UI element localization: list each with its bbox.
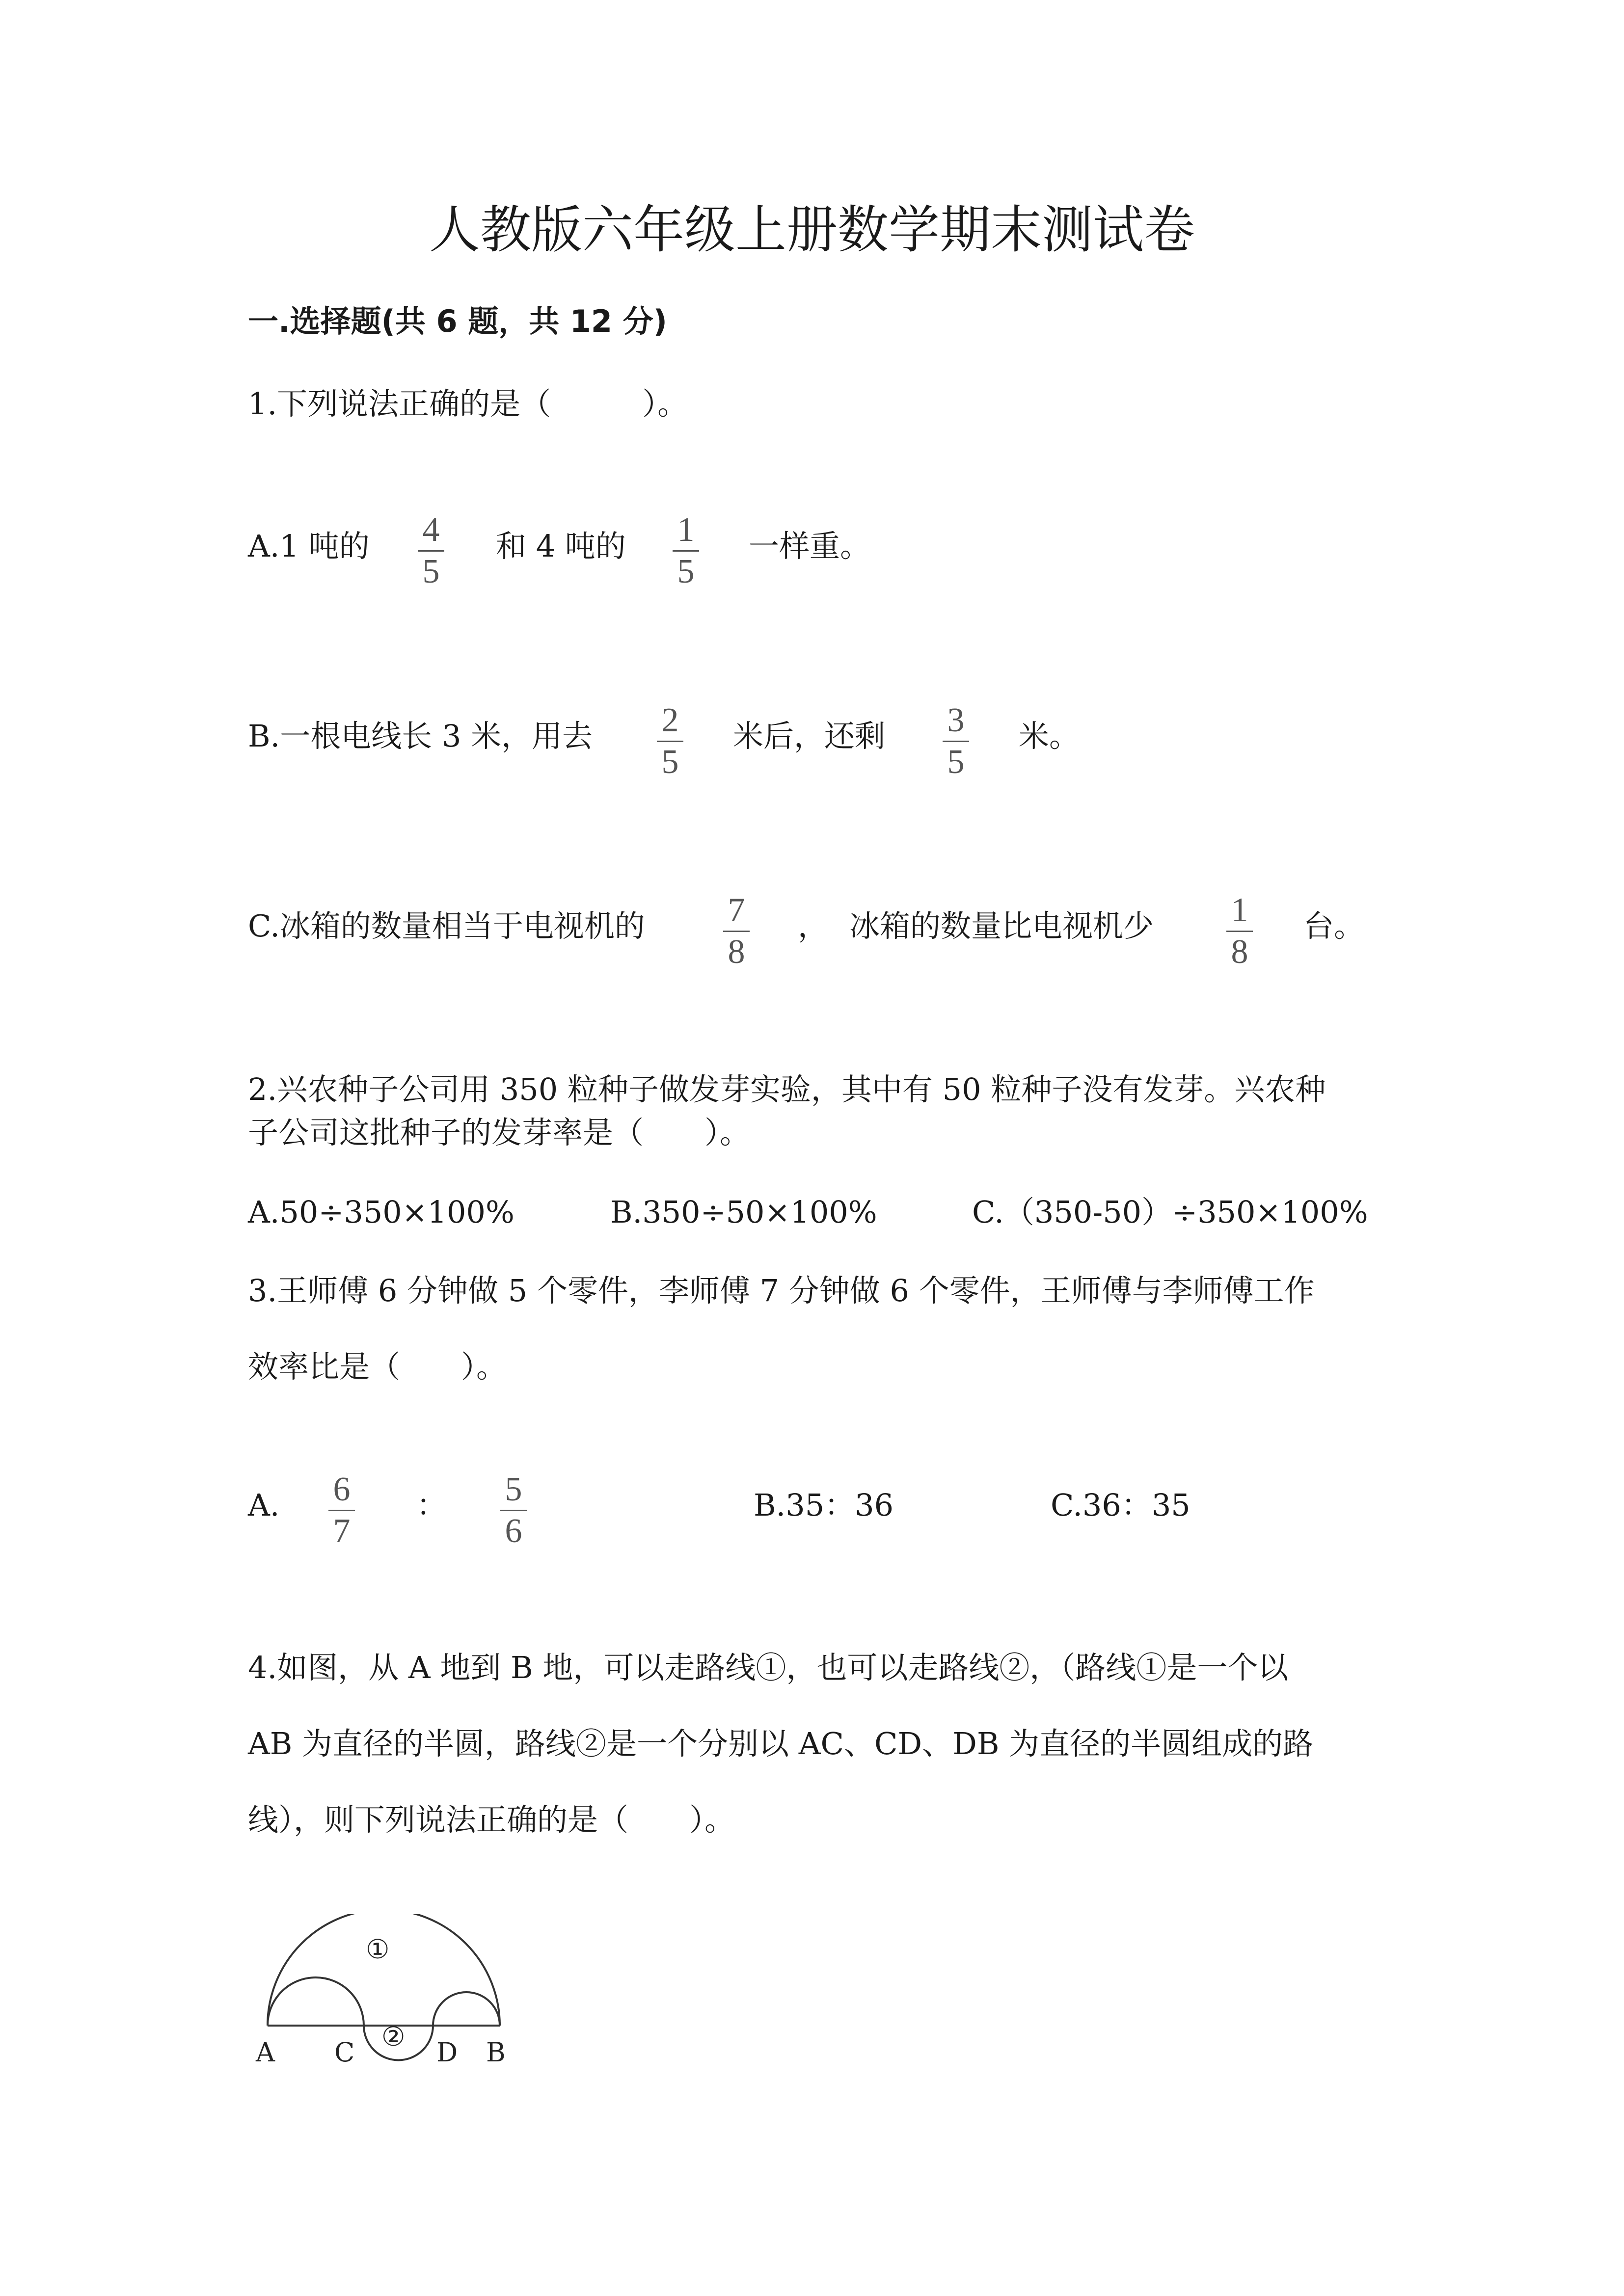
q3-option-a-colon: ： [416,1487,447,1523]
numerator: 5 [505,1470,522,1508]
numerator: 2 [661,701,679,739]
q1-option-c-mid: ， [798,908,829,944]
q1-option-b-pre: B.一根电线长 3 米，用去 [248,718,593,754]
denominator: 5 [661,743,679,781]
route-1-semicircle [268,1914,500,2026]
q4-stem-line3: 线），则下列说法正确的是（ ）。 [248,1802,735,1838]
q1-option-c-fraction-2 [1222,893,1257,969]
q1-option-a-pre: A.1 吨的 [248,528,370,564]
numerator: 7 [728,891,745,929]
route-2-semicircle-db [433,1992,500,2026]
q2-option-a: A.50÷350×100% [248,1194,514,1230]
denominator: 8 [728,933,745,971]
numerator: 3 [947,701,965,739]
q3-option-a-fraction-2 [496,1472,531,1548]
q1-option-c-fraction-1 [719,893,754,969]
q3-option-c: C.36：35 [1051,1487,1191,1523]
q1-option-b-fraction-2 [939,703,973,779]
q1-option-b-mid: 米后，还剩 [733,718,886,754]
q2-stem-line2: 子公司这批种子的发芽率是（ ）。 [248,1115,751,1150]
q3-stem-line2: 效率比是（ ）。 [248,1349,507,1385]
point-a-label: A [256,2037,275,2068]
q3-option-b: B.35：36 [754,1487,894,1523]
q1-option-c-pre: C.冰箱的数量相当于电视机的 [248,908,645,944]
route-1-label: ① [366,1934,390,1965]
point-b-label: B [486,2037,506,2068]
q1-option-a-post: 一样重。 [749,528,871,564]
q3-option-a-fraction-1 [325,1472,359,1548]
q1-option-b-post: 米。 [1019,718,1080,754]
q1-stem: 1.下列说法正确的是（ ）。 [248,386,688,422]
denominator: 8 [1231,933,1248,971]
denominator: 7 [333,1512,351,1550]
denominator: 5 [947,743,965,781]
q1-option-c-mid2: 冰箱的数量比电视机少 [849,908,1154,944]
denominator: 5 [422,553,440,590]
denominator: 5 [677,553,695,590]
page-title: 人教版六年级上册数学期末测试卷 [429,200,1195,260]
q1-option-a-mid: 和 4 吨的 [496,528,626,564]
q1-option-a-fraction-1 [414,513,448,589]
point-c-label: C [334,2037,355,2068]
route-diagram [248,1914,523,2081]
q2-option-b: B.350÷50×100% [610,1194,877,1230]
q2-stem-line1: 2.兴农种子公司用 350 粒种子做发芽实验，其中有 50 粒种子没有发芽。兴农种 [248,1071,1326,1107]
numerator: 6 [333,1470,351,1508]
q3-option-a-label: A. [248,1487,280,1523]
q4-stem-line1: 4.如图，从 A 地到 B 地，可以走路线①，也可以走路线②，（路线①是一个以 [248,1650,1289,1685]
numerator: 1 [677,511,695,549]
route-2-semicircle-ac [268,1977,364,2026]
q1-option-a-fraction-2 [669,513,703,589]
q2-option-c: C.（350-50）÷350×100% [972,1194,1368,1230]
q4-stem-line2: AB 为直径的半圆，路线②是一个分别以 AC、CD、DB 为直径的半圆组成的路 [248,1726,1314,1762]
point-d-label: D [436,2037,458,2068]
section-heading: 一.选择题(共 6 题，共 12 分) [248,303,667,339]
numerator: 4 [422,511,440,549]
denominator: 6 [505,1512,522,1550]
q1-option-c-post: 台。 [1303,908,1365,944]
q1-option-b-fraction-1 [653,703,687,779]
q3-stem-line1: 3.王师傅 6 分钟做 5 个零件，李师傅 7 分钟做 6 个零件，王师傅与李师傅工作 [248,1273,1315,1308]
numerator: 1 [1231,891,1248,929]
route-2-label: ② [381,2021,406,2052]
